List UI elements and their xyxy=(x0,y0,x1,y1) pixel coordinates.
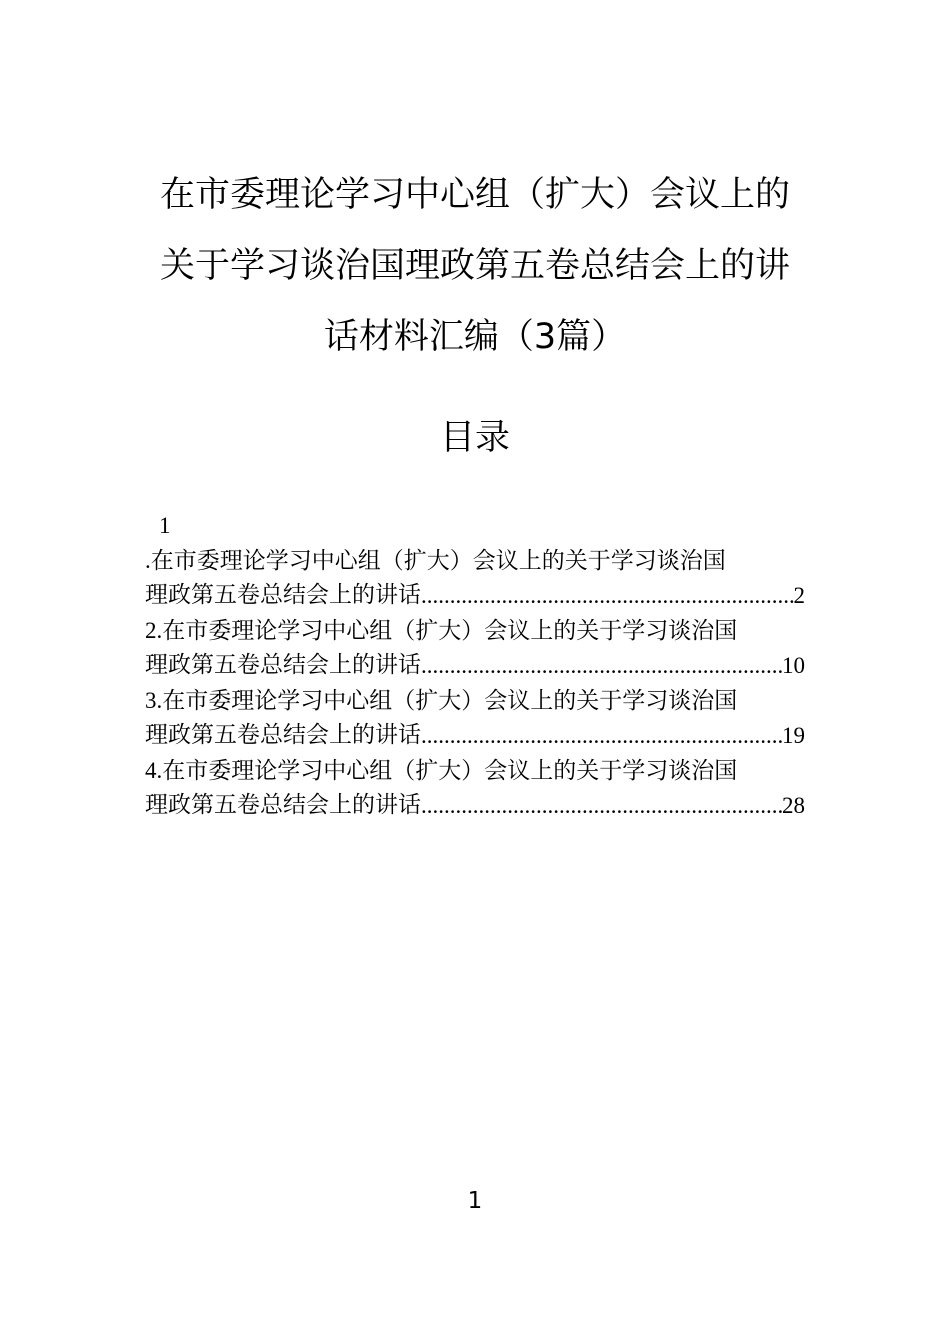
toc-entry-prefix: . xyxy=(145,548,151,573)
toc-entry-line2 xyxy=(145,648,805,683)
toc-entry-title-part1: 在市委理论学习中心组（扩大）会议上的关于学习谈治国 xyxy=(150,548,726,574)
title-line-2: 关于学习谈治国理政第五卷总结会上的讲 xyxy=(159,246,790,286)
toc-entry-title-part1: 在市委理论学习中心组（扩大）会议上的关于学习谈治国 xyxy=(162,688,738,714)
toc-entry-title-part1: 在市委理论学习中心组（扩大）会议上的关于学习谈治国 xyxy=(162,758,738,784)
toc-entry-title-part1: 在市委理论学习中心组（扩大）会议上的关于学习谈治国 xyxy=(162,618,738,644)
toc-entry-line2 xyxy=(145,788,805,823)
toc-entry-3[interactable] xyxy=(145,683,805,753)
toc-entry-page: 2 xyxy=(793,583,805,608)
toc-entry-4[interactable] xyxy=(145,753,805,823)
toc-dot-leader xyxy=(421,718,782,753)
toc-entry-page: 19 xyxy=(782,723,805,748)
title-line-3: 话材料汇编（3篇） xyxy=(323,317,627,357)
toc-entry-prefix: 4. xyxy=(145,758,163,783)
document-title xyxy=(140,160,810,373)
toc-entry-line1 xyxy=(145,543,805,578)
table-of-contents xyxy=(145,509,805,823)
toc-entry-1[interactable] xyxy=(145,543,805,613)
toc-entry-prefix: 3. xyxy=(145,688,163,713)
footer-page-number: 1 xyxy=(467,1188,483,1214)
toc-entry-title-part2: 理政第五卷总结会上的讲话 xyxy=(145,652,421,678)
toc-dot-leader xyxy=(421,648,782,683)
toc-dot-leader xyxy=(421,788,782,823)
toc-entry-2[interactable] xyxy=(145,613,805,683)
toc-entry-page: 28 xyxy=(782,793,805,818)
toc-entry-line2 xyxy=(145,718,805,753)
toc-entry-line1 xyxy=(145,753,805,788)
toc-entry-title-part2: 理政第五卷总结会上的讲话 xyxy=(145,582,421,608)
toc-heading: 目录 xyxy=(439,418,510,458)
toc-first-number: 1 xyxy=(159,513,171,538)
toc-dot-leader xyxy=(421,578,794,613)
title-line-1: 在市委理论学习中心组（扩大）会议上的 xyxy=(159,175,790,215)
toc-entry-line1 xyxy=(145,613,805,648)
toc-entry-page: 10 xyxy=(782,653,805,678)
toc-entry-line2 xyxy=(145,578,805,613)
toc-entry-title-part2: 理政第五卷总结会上的讲话 xyxy=(145,722,421,748)
toc-entry-line1 xyxy=(145,683,805,718)
toc-entry-prefix: 2. xyxy=(145,618,163,643)
toc-entry-title-part2: 理政第五卷总结会上的讲话 xyxy=(145,792,421,818)
